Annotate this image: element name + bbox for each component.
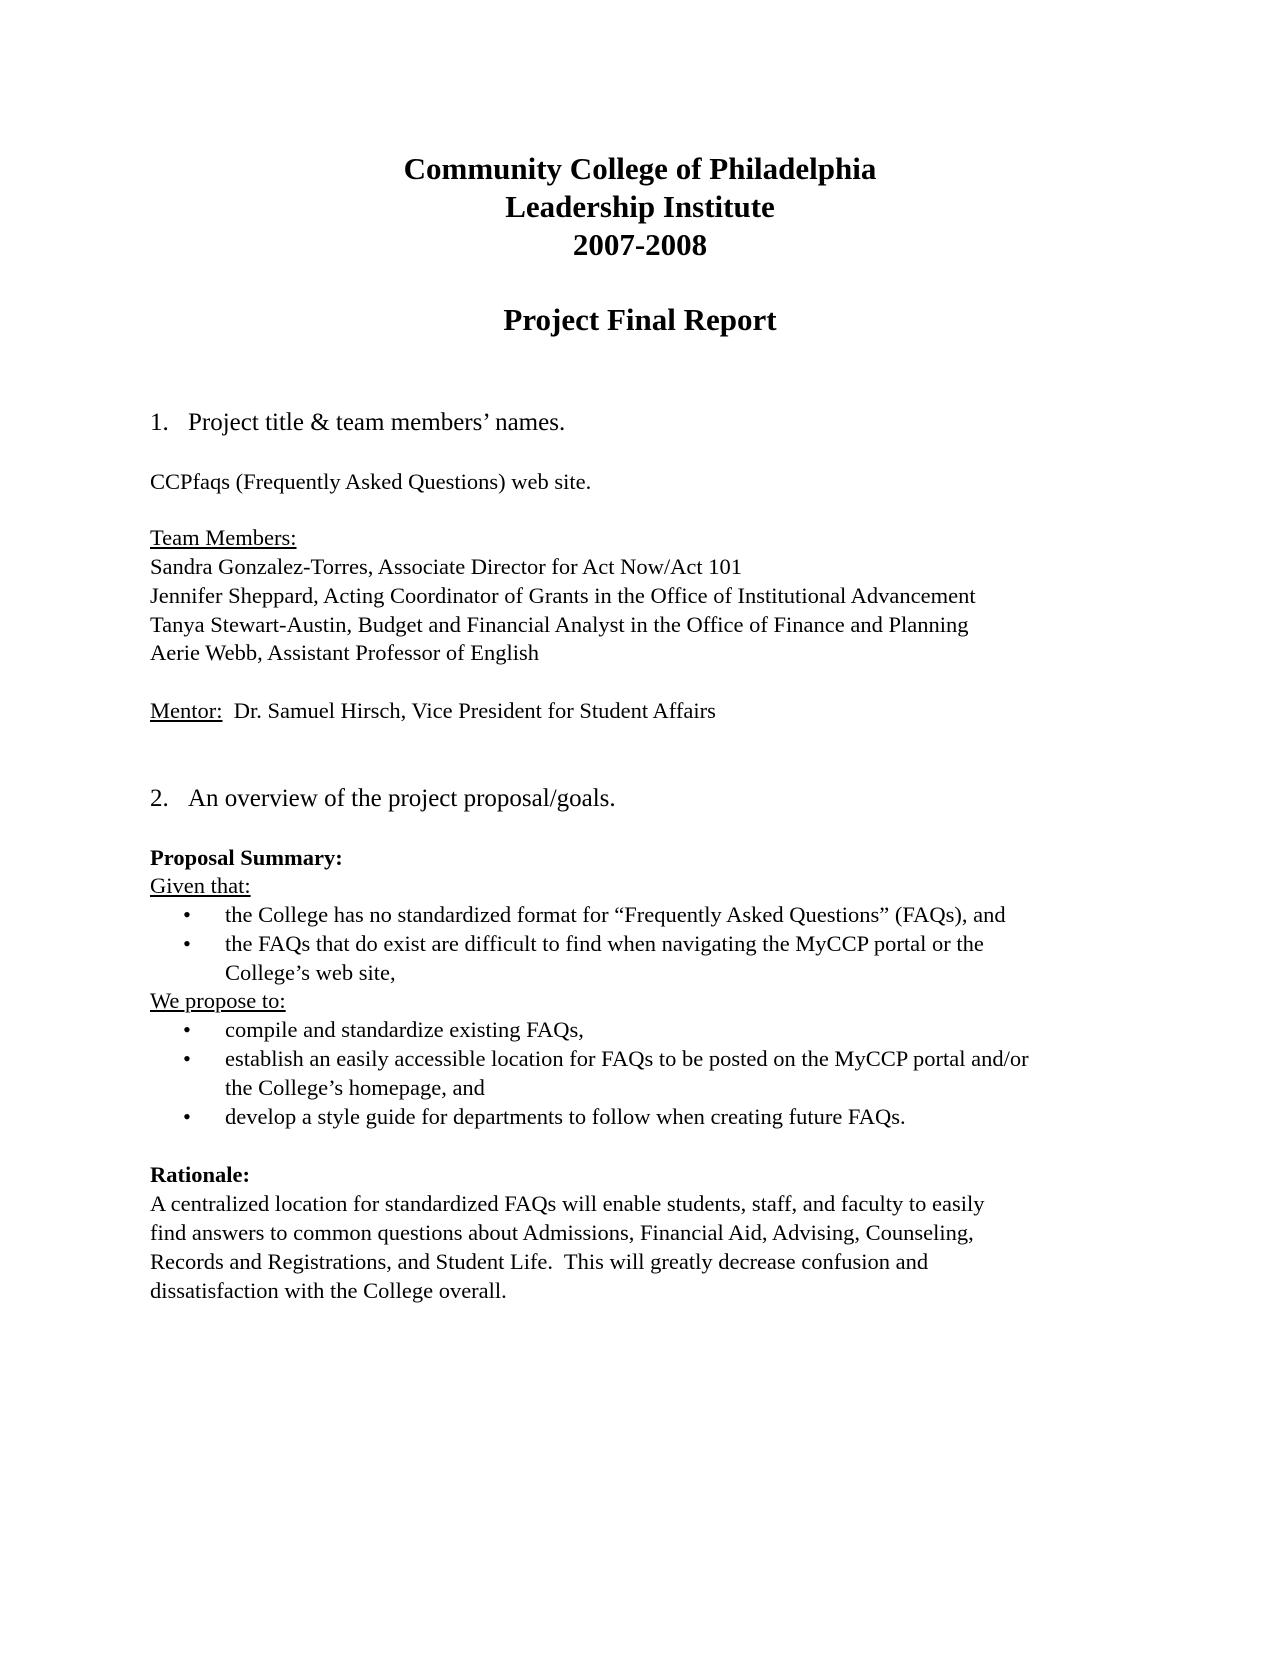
project-title: CCPfaqs (Frequently Asked Questions) web site. [150, 469, 592, 494]
team-member: Tanya Stewart-Austin, Budget and Financial Analyst in the Office of Finance and Planning [150, 612, 969, 637]
team-member: Sandra Gonzalez-Torres, Associate Director for Act Now/Act 101 [150, 554, 742, 579]
team-members-label: Team Members: [150, 525, 297, 550]
college-name: Community College of Philadelphia [403, 151, 877, 186]
we-propose-label: We propose to: [150, 988, 286, 1013]
rationale-line: find answers to common questions about Admissions, Financial Aid, Advising, Counseling, [150, 1220, 974, 1245]
report-title: Project Final Report [503, 302, 777, 337]
mentor-label: Mentor: [150, 698, 223, 723]
bullet-dot: • [183, 902, 191, 927]
mentor-value: Dr. Samuel Hirsch, Vice President for Student Affairs [222, 698, 716, 723]
propose-item: compile and standardize existing FAQs, [225, 1017, 584, 1042]
team-member: Jennifer Sheppard, Acting Coordinator of Grants in the Office of Institutional Advancement [150, 583, 976, 608]
academic-year: 2007-2008 [572, 227, 708, 262]
given-item: the FAQs that do exist are difficult to find when navigating the MyCCP portal or the [225, 931, 984, 956]
institute-name: Leadership Institute [505, 189, 775, 224]
team-member: Aerie Webb, Assistant Professor of English [150, 640, 539, 665]
bullet-dot: • [183, 1017, 191, 1042]
proposal-summary-label: Proposal Summary: [150, 845, 343, 870]
bullet-dot: • [183, 1046, 191, 1071]
section-2-title: An overview of the project proposal/goals. [188, 785, 616, 812]
section-1-heading [150, 408, 565, 438]
bullet-dot: • [183, 1104, 191, 1129]
propose-item: establish an easily accessible location for FAQs to be posted on the MyCCP portal and/or [225, 1046, 1029, 1071]
propose-item: develop a style guide for departments to follow when creating future FAQs. [225, 1104, 906, 1129]
given-item-continued: College’s web site, [225, 960, 396, 985]
mentor-line [150, 696, 716, 725]
given-that-label: Given that: [150, 873, 251, 898]
propose-item-continued: the College’s homepage, and [225, 1075, 485, 1100]
section-1-title: Project title & team members’ names. [188, 409, 566, 436]
bullet-dot: • [183, 931, 191, 956]
rationale-line: Records and Registrations, and Student Life. This will greatly decrease confusion and [150, 1249, 929, 1274]
given-item: the College has no standardized format for “Frequently Asked Questions” (FAQs), and [225, 902, 1006, 927]
section-2-number: 2. [150, 785, 169, 812]
section-1-number: 1. [150, 409, 169, 436]
rationale-label: Rationale: [150, 1162, 250, 1187]
rationale-line: A centralized location for standardized FAQs will enable students, staff, and faculty to easily [150, 1191, 985, 1216]
rationale-line: dissatisfaction with the College overall. [150, 1278, 507, 1303]
section-2-heading [150, 784, 616, 814]
